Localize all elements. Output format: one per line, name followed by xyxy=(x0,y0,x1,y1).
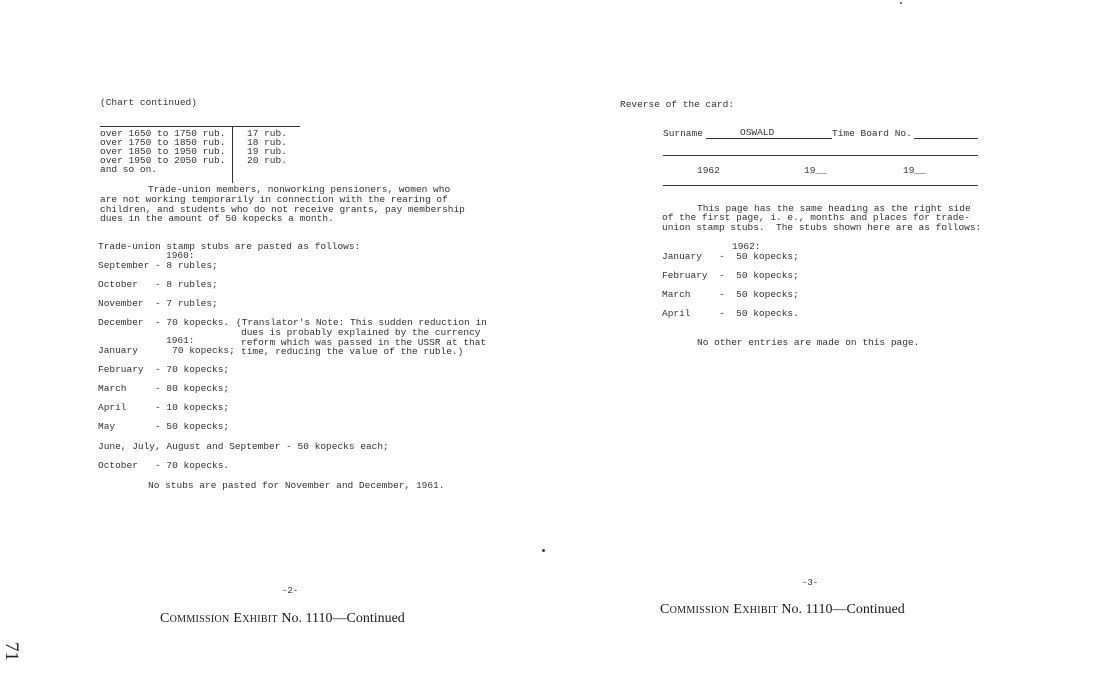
para1-line4: dues in the amount of 50 kopecks a month. xyxy=(100,213,334,224)
rate-dues-4: 20 rub. xyxy=(247,155,287,166)
col-19-a: 19__ xyxy=(804,165,827,176)
rate-range-4: over 1950 to 2050 rub. xyxy=(100,155,226,166)
caption-left: Commission Exhibit No. 1110—Continued xyxy=(160,611,405,626)
year-1961: 1961: xyxy=(166,335,195,346)
chart-heading: (Chart continued) xyxy=(100,97,197,108)
grid-bottom-rule xyxy=(663,185,978,186)
rate-dues-2: 18 rub. xyxy=(247,137,287,148)
entry-november: November - 7 rubles; xyxy=(98,298,218,309)
year-1960: 1960: xyxy=(166,250,195,261)
speck-mark xyxy=(542,549,545,552)
rate-dues-3: 19 rub. xyxy=(247,146,287,157)
entry-april: April - 10 kopecks; xyxy=(98,402,230,413)
surname-value: OSWALD xyxy=(740,127,775,138)
entry-jjas: June, July, August and September - 50 kopecks each; xyxy=(98,441,389,452)
page-number-right: -3- xyxy=(802,578,819,588)
caption-right: Commission Exhibit No. 1110—Continued xyxy=(660,602,905,617)
surname-underline xyxy=(706,138,832,139)
surname-label: Surname xyxy=(663,128,703,139)
table-top-rule xyxy=(100,126,300,127)
rate-range-3: over 1850 to 1950 rub. xyxy=(100,146,226,157)
note-line4: time, reducing the value of the ruble.) xyxy=(241,346,464,357)
rate-dues-1: 17 rub. xyxy=(247,128,287,139)
side-page-number: 71 xyxy=(1,642,22,661)
note-line1: (Translator's Note: This sudden reduction in xyxy=(236,317,487,328)
right-entry-january: January - 50 kopecks; xyxy=(662,251,799,262)
col-1962: 1962 xyxy=(697,165,720,176)
right-entry-march: March - 50 kopecks; xyxy=(662,289,799,300)
para1-line3: children, and students who do not receive grants, pay membership xyxy=(100,204,465,215)
no-stubs-note: No stubs are pasted for November and December, 1961. xyxy=(148,480,445,491)
entry-december: December - 70 kopecks. xyxy=(98,317,230,328)
page-number-left: -2- xyxy=(282,586,299,596)
speck-mark-top xyxy=(900,2,902,4)
right-para-line3: union stamp stubs. The stubs shown here are as follows: xyxy=(662,222,982,233)
right-para-line1: This page has the same heading as the right side xyxy=(697,203,971,214)
entry-october-1961: October - 70 kopecks. xyxy=(98,460,230,471)
rate-range-5: and so on. xyxy=(100,164,158,175)
no-other-entries: No other entries are made on this page. xyxy=(697,337,920,348)
right-para-line2: of the first page, i. e., months and places for trade- xyxy=(662,212,970,223)
right-entry-april: April - 50 kopecks. xyxy=(662,308,799,319)
entry-october: October - 8 rubles; xyxy=(98,279,218,290)
entry-may: May - 50 kopecks; xyxy=(98,421,230,432)
year-1962: 1962: xyxy=(732,241,761,252)
reverse-heading: Reverse of the card: xyxy=(620,99,735,110)
entry-february: February - 70 kopecks; xyxy=(98,364,230,375)
entry-september: September - 8 rubles; xyxy=(98,260,218,271)
note-line3: reform which was passed in the USSR at that xyxy=(241,337,487,348)
rate-range-2: over 1750 to 1850 rub. xyxy=(100,137,226,148)
entry-march: March - 80 kopecks; xyxy=(98,383,230,394)
para1-line2: are not working temporarily in connection with the rearing of xyxy=(100,194,448,205)
para1-line1: Trade-union members, nonworking pensioners, women who xyxy=(148,184,451,195)
timeboard-label: Time Board No. xyxy=(832,128,912,139)
note-line2: dues is probably explained by the currency xyxy=(241,327,481,338)
timeboard-underline xyxy=(914,138,978,139)
stubs-intro: Trade-union stamp stubs are pasted as follows: xyxy=(98,241,361,252)
col-19-b: 19__ xyxy=(903,165,926,176)
entry-january: January 70 kopecks; xyxy=(98,345,235,356)
rate-range-1: over 1650 to 1750 rub. xyxy=(100,128,226,139)
table-divider xyxy=(232,127,233,183)
right-entry-february: February - 50 kopecks; xyxy=(662,270,799,281)
grid-top-rule xyxy=(663,155,978,156)
